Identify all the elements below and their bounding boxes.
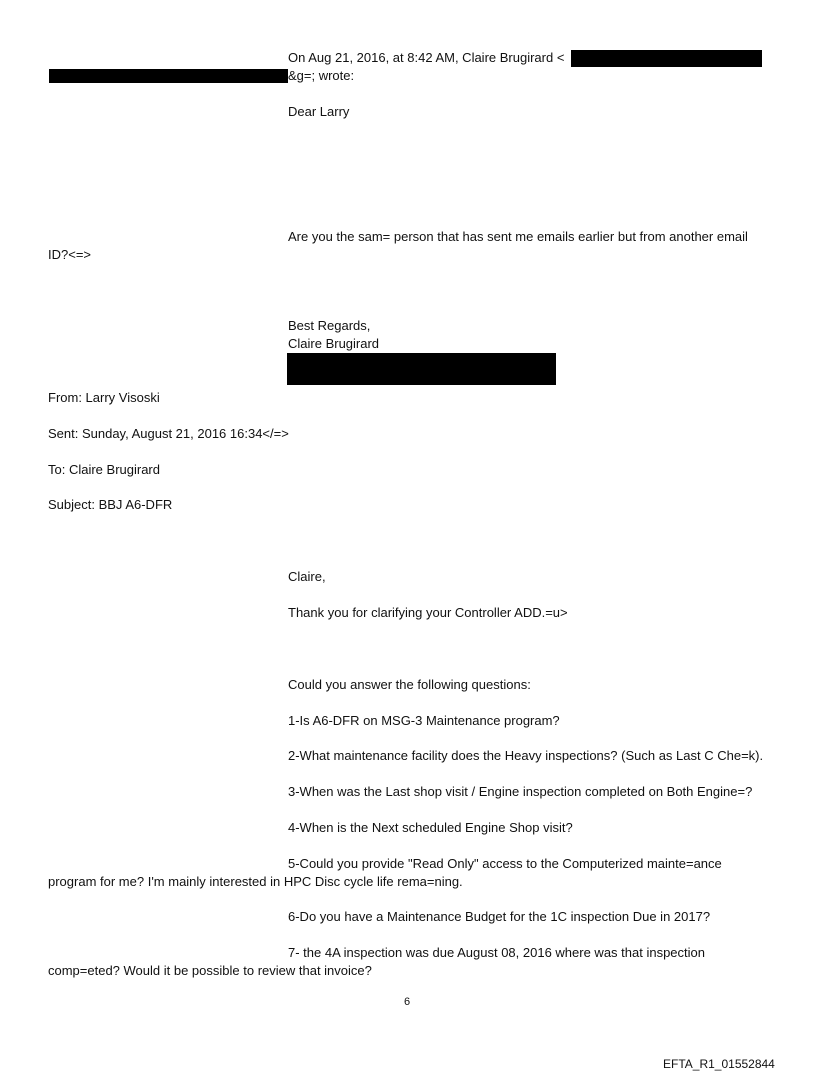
question-3: 3-When was the Last shop visit / Engine inspection completed on Both Engine=? bbox=[288, 784, 753, 799]
question-5: 5-Could you provide "Read Only" access to the Computerized mainte=ance bbox=[288, 856, 722, 871]
redaction-email-2 bbox=[49, 69, 288, 83]
redaction-signature bbox=[287, 353, 556, 385]
page-number: 6 bbox=[404, 996, 411, 1008]
question-6: 6-Do you have a Maintenance Budget for the 1C inspection Due in 2017? bbox=[288, 909, 711, 924]
original-thanks: Thank you for clarifying your Controller ADD.=u> bbox=[288, 605, 568, 620]
reply-question: Are you the sam= person that has sent me emails earlier but from another email bbox=[288, 229, 748, 244]
redaction-email-1 bbox=[571, 50, 762, 67]
questions-intro: Could you answer the following questions: bbox=[288, 677, 531, 692]
original-to: To: Claire Brugirard bbox=[48, 462, 160, 477]
reply-question-wrap: ID?<=> bbox=[48, 247, 92, 262]
quote-header-wrote: &g=; wrote: bbox=[288, 68, 355, 83]
signature-name: Claire Brugirard bbox=[288, 336, 380, 351]
question-7-wrap: comp=eted? Would it be possible to review that invoice? bbox=[48, 963, 372, 978]
signature-regards: Best Regards, bbox=[288, 318, 371, 333]
question-7: 7- the 4A inspection was due August 08, 2016 where was that inspection bbox=[288, 945, 705, 960]
quote-header-line: On Aug 21, 2016, at 8:42 AM, Claire Brugirard < bbox=[288, 50, 565, 65]
question-2: 2-What maintenance facility does the Heavy inspections? (Such as Last C Che=k). bbox=[288, 748, 764, 763]
question-5-wrap: program for me? I'm mainly interested in HPC Disc cycle life rema=ning. bbox=[48, 874, 463, 889]
original-salutation: Claire, bbox=[288, 569, 326, 584]
original-subject: Subject: BBJ A6-DFR bbox=[48, 497, 173, 512]
question-1: 1-Is A6-DFR on MSG-3 Maintenance program? bbox=[288, 713, 560, 728]
question-4: 4-When is the Next scheduled Engine Shop visit? bbox=[288, 820, 573, 835]
original-sent: Sent: Sunday, August 21, 2016 16:34</=> bbox=[48, 426, 289, 441]
bates-id: EFTA_R1_01552844 bbox=[663, 1057, 775, 1071]
original-from: From: Larry Visoski bbox=[48, 390, 160, 405]
reply-greeting: Dear Larry bbox=[288, 104, 350, 119]
